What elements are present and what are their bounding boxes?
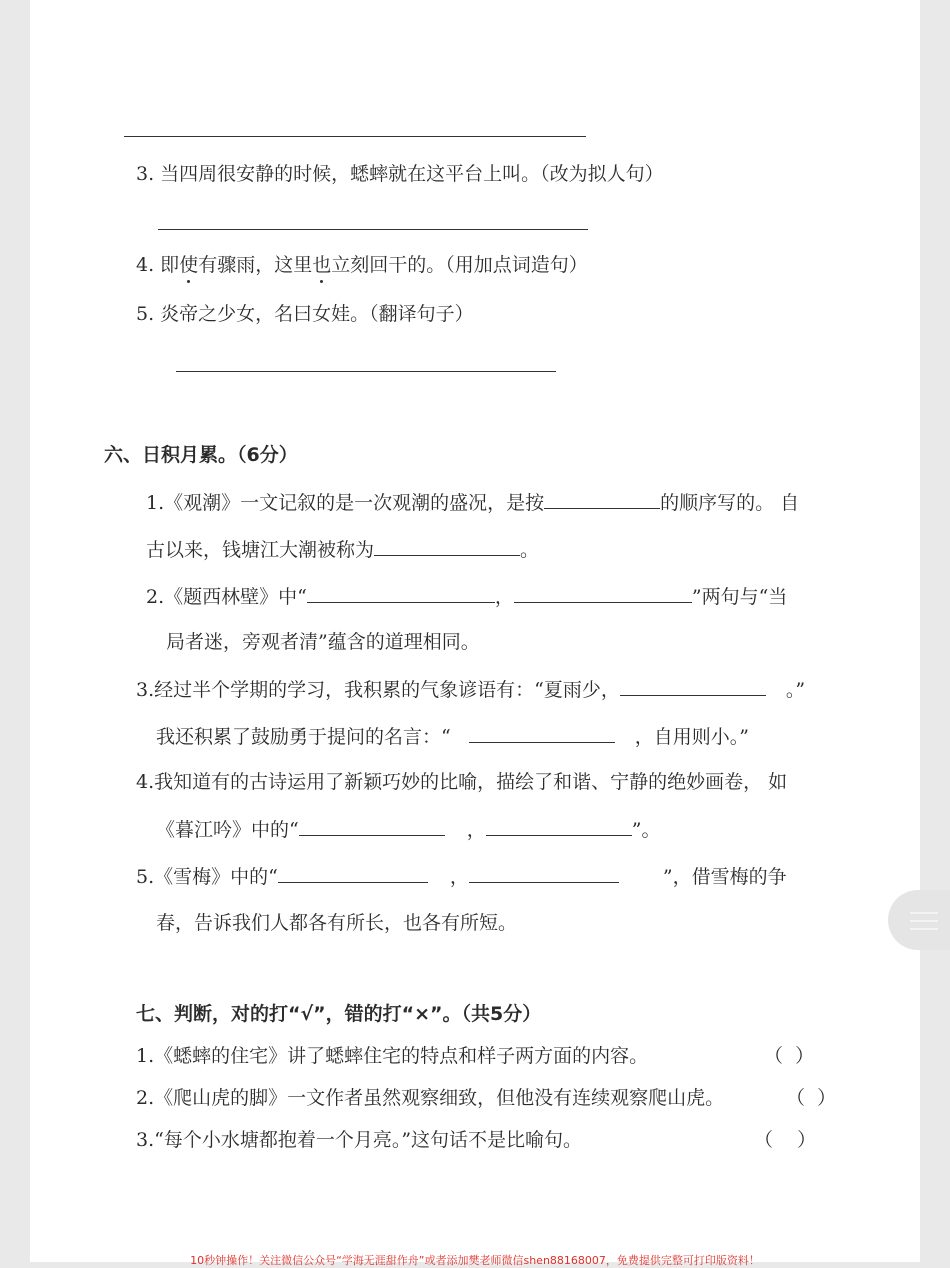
fill-blank[interactable] (299, 817, 445, 836)
menu-line-icon (910, 912, 938, 914)
menu-line-icon (910, 928, 938, 930)
text: ”两句与“当 (691, 586, 788, 608)
answer-line (176, 371, 556, 372)
s6-q4-line2 (156, 817, 660, 842)
text: 。” (785, 679, 806, 701)
judge-answer-box-2[interactable]: （ ） (786, 1087, 837, 1109)
fill-blank[interactable] (469, 864, 619, 883)
fill-blank[interactable] (307, 584, 495, 603)
text: 2.《题西林壁》中“ (146, 586, 307, 608)
s5-q5: 5. 炎帝之少女，名曰女娃。（翻译句子） (136, 303, 474, 325)
emphasis-dot-char: 使 (179, 254, 199, 276)
fill-blank[interactable] (374, 537, 520, 556)
text: ，自用则小。” (634, 726, 749, 748)
s6-q5-line1 (136, 864, 787, 889)
answer-line (124, 136, 586, 137)
s5-q4-part: 4. 即 (136, 254, 180, 276)
text: 我还积累了鼓励勇于提问的名言：“ (156, 726, 451, 748)
text: 《暮江吟》中的“ (156, 819, 299, 841)
fill-blank[interactable] (278, 864, 428, 883)
text: ”。 (631, 819, 661, 841)
text: 5.《雪梅》中的“ (136, 866, 278, 888)
s6-q2-line2: 局者迷，旁观者清”蕴含的道理相同。 (166, 631, 480, 653)
s6-q5-line2: 春，告诉我们人都各有所长，也各有所短。 (156, 912, 518, 934)
s6-q4-line1: 4.我知道有的古诗运用了新颖巧妙的比喻，描绘了和谐、宁静的绝妙画卷， 如 (136, 771, 788, 793)
text: 1.《观潮》一文记叙的是一次观潮的盛况，是按 (146, 492, 545, 514)
text: ， (466, 819, 486, 841)
fill-blank[interactable] (544, 490, 660, 509)
footer-notice: 10秒钟操作！关注微信公众号“学海无涯甜作舟”或者添加樊老师微信shen88168007，免费提供完整可打印版资料！ (190, 1254, 760, 1267)
fill-blank[interactable] (514, 584, 692, 603)
judge-item-2: 2.《爬山虎的脚》一文作者虽然观察细致，但他没有连续观察爬山虎。 (136, 1087, 725, 1109)
s6-q2-line1 (146, 584, 787, 609)
text: 。 (520, 539, 540, 561)
fill-blank[interactable] (620, 677, 766, 696)
s6-q1-line1 (146, 490, 799, 515)
s5-q3: 3. 当四周很安静的时候，蟋蟀就在这平台上叫。（改为拟人句） (136, 163, 664, 185)
s6-q3-line1 (136, 677, 805, 702)
s5-q4-part: 立刻回干的。（用加点词造句） (331, 254, 588, 276)
text: ， (494, 586, 514, 608)
judge-answer-box-1[interactable]: （ ） (764, 1045, 815, 1067)
text: 3.经过半个学期的学习，我积累的气象谚语有：“夏雨少， (136, 679, 620, 701)
judge-item-3: 3.“每个小水塘都抱着一个月亮。”这句话不是比喻句。 (136, 1129, 583, 1151)
section-6-title: 六、日积月累。（6分） (104, 444, 298, 466)
s5-q4-part: 有骤雨，这里 (198, 254, 313, 276)
menu-line-icon (910, 920, 938, 922)
judge-item-1: 1.《蟋蟀的住宅》讲了蟋蟀住宅的特点和样子两方面的内容。 (136, 1045, 649, 1067)
s6-q1-line2 (146, 537, 539, 562)
s5-q4 (136, 253, 588, 277)
fill-blank[interactable] (469, 724, 615, 743)
text: ， (449, 866, 469, 888)
text: 的顺序写的。 自 (660, 492, 800, 514)
side-scroll-tab[interactable] (888, 890, 950, 950)
judge-answer-box-3[interactable]: （ ） (754, 1129, 817, 1151)
emphasis-dot-char: 也 (312, 254, 332, 276)
text: ”，借雪梅的争 (662, 866, 787, 888)
fill-blank[interactable] (486, 817, 632, 836)
section-7-title: 七、判断，对的打“√”，错的打“×”。（共5分） (136, 1003, 542, 1025)
s6-q3-line2 (156, 724, 749, 749)
text: 古以来，钱塘江大潮被称为 (146, 539, 375, 561)
answer-line (158, 229, 588, 230)
